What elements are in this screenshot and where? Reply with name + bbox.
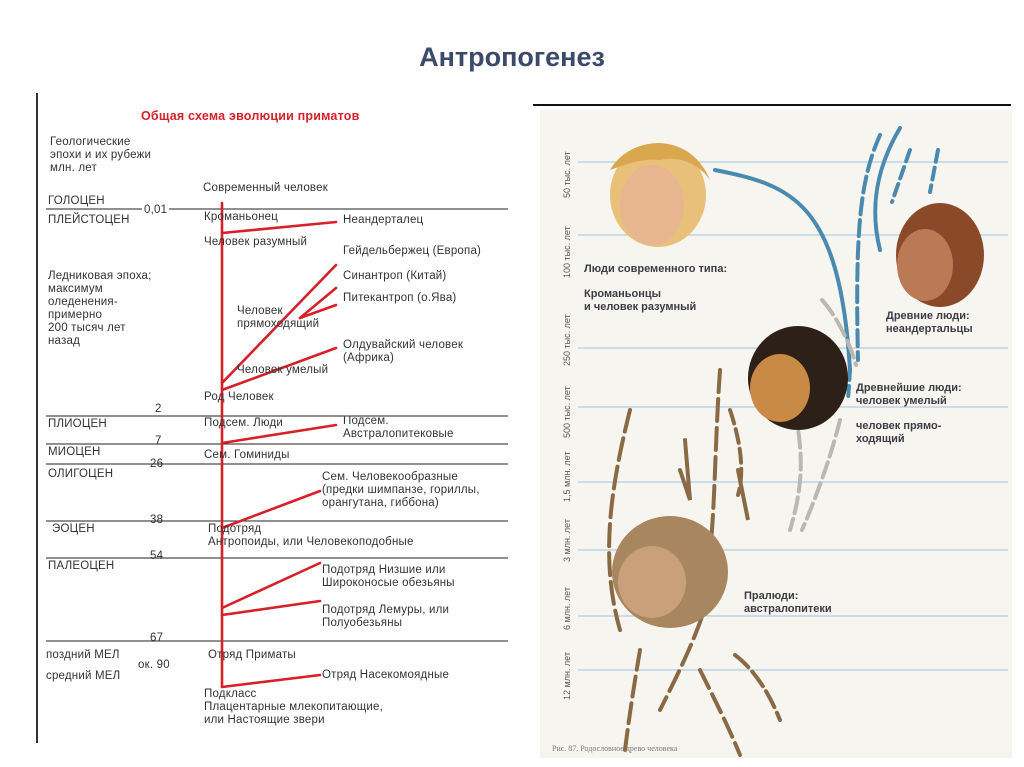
axis-label-50k: 50 тыс. лет (562, 151, 572, 198)
taxon-suborder-anthropoids: Подотряд Антропоиды, или Человекоподобные (208, 523, 414, 548)
epoch-oligocene: ОЛИГОЦЕН (48, 468, 114, 480)
taxon-homo-habilis: Человек умелый (237, 364, 329, 376)
divider-line (533, 104, 1011, 106)
axis-label-500k: 500 тыс. лет (562, 386, 572, 438)
taxon-family-hominids: Сем. Гоминиды (204, 449, 290, 461)
head-cromagnon (610, 143, 710, 247)
head-australopithecus (612, 516, 728, 628)
label-ancient-people: Древние люди: неандертальцы (886, 310, 973, 335)
taxon-family-apes: Сем. Человекообразные (предки шимпанзе, гориллы, орангутана, гиббона) (322, 471, 480, 509)
boundary-54: 54 (150, 550, 164, 562)
epoch-middle-cretaceous: средний МЕЛ (46, 670, 121, 682)
scheme-header: Геологические эпохи и их рубежи млн. лет (50, 136, 152, 174)
label-prehumans: Пралюди: австралопитеки (744, 590, 832, 615)
taxon-modern-human: Современный человек (203, 182, 328, 194)
epoch-pliocene: ПЛИОЦЕН (48, 418, 107, 430)
taxon-heidelberg: Гейдельбержец (Европа) (343, 245, 482, 257)
taxon-order-insectivores: Отряд Насекомоядные (322, 669, 450, 681)
taxon-subfamily-people: Подсем. Люди (204, 417, 284, 429)
epoch-miocene: МИОЦЕН (48, 446, 101, 458)
boundary-0-01: 0,01 (144, 204, 168, 216)
axis-label-6m: 6 млн. лет (562, 587, 572, 630)
boundary-38: 38 (150, 514, 164, 526)
epoch-pleistocene: ПЛЕЙСТОЦЕН (48, 214, 130, 226)
taxon-neanderthal: Неандерталец (343, 214, 424, 226)
label-modern-humans: Люди современного типа: (584, 263, 728, 275)
taxon-sinanthropus: Синантроп (Китай) (343, 270, 447, 282)
epoch-late-cretaceous: поздний МЕЛ (46, 649, 120, 661)
label-modern-humans-sub: Кроманьонцы и человек разумный (584, 288, 697, 313)
boundary-67: 67 (150, 632, 164, 644)
axis-label-100k: 100 тыс. лет (562, 226, 572, 278)
boundary-26: 26 (150, 458, 164, 470)
primate-evolution-scheme (38, 93, 520, 748)
head-neanderthal (896, 203, 984, 307)
glacial-note: Ледниковая эпоха; максимум оледенения- примерно 200 тысяч лет назад (48, 270, 152, 347)
epoch-holocene: ГОЛОЦЕН (48, 195, 105, 207)
taxon-suborder-lower: Подотряд Низшие или Широконосые обезьяны (322, 564, 455, 589)
axis-label-12m: 12 млн. лет (562, 651, 572, 700)
taxon-homo-sapiens: Человек разумный (204, 236, 308, 248)
taxon-subclass: Подкласс Плацентарные млекопитающие, или Настоящие звери (204, 688, 383, 726)
head-erectus (748, 326, 848, 430)
human-family-tree-picture (540, 110, 1012, 758)
taxon-cromagnon: Кроманьонец (204, 211, 279, 223)
taxon-homo-erectus: Человек прямоходящий (237, 305, 320, 330)
epoch-paleocene: ПАЛЕОЦЕН (48, 560, 115, 572)
scheme-title: Общая схема эволюции приматов (141, 109, 360, 123)
label-homo-erectus: человек прямо- ходящий (856, 420, 942, 445)
axis-label-1-5m: 1,5 млн. лет (562, 451, 572, 502)
figure-caption: Рис. 87. Родословное древо человека (552, 744, 678, 753)
taxon-olduvai: Олдувайский человек (Африка) (343, 339, 464, 364)
taxon-pithecanthropus: Питекантроп (о.Ява) (343, 292, 457, 304)
label-oldest-people: Древнейшие люди: человек умелый (856, 382, 962, 407)
taxon-genus-homo: Род Человек (204, 391, 274, 403)
taxon-subfamily-austr: Подсем. Австралопитековые (343, 415, 454, 440)
taxon-order-primates: Отряд Приматы (208, 649, 296, 661)
boundary-7: 7 (155, 435, 162, 447)
boundary-2: 2 (155, 403, 162, 415)
boundary-90: ок. 90 (138, 659, 170, 671)
epoch-eocene: ЭОЦЕН (52, 523, 95, 535)
page-title: Антропогенез (419, 42, 605, 72)
axis-label-3m: 3 млн. лет (562, 519, 572, 562)
axis-label-250k: 250 тыс. лет (562, 314, 572, 366)
taxon-suborder-lemurs: Подотряд Лемуры, или Полуобезьяны (322, 604, 450, 629)
